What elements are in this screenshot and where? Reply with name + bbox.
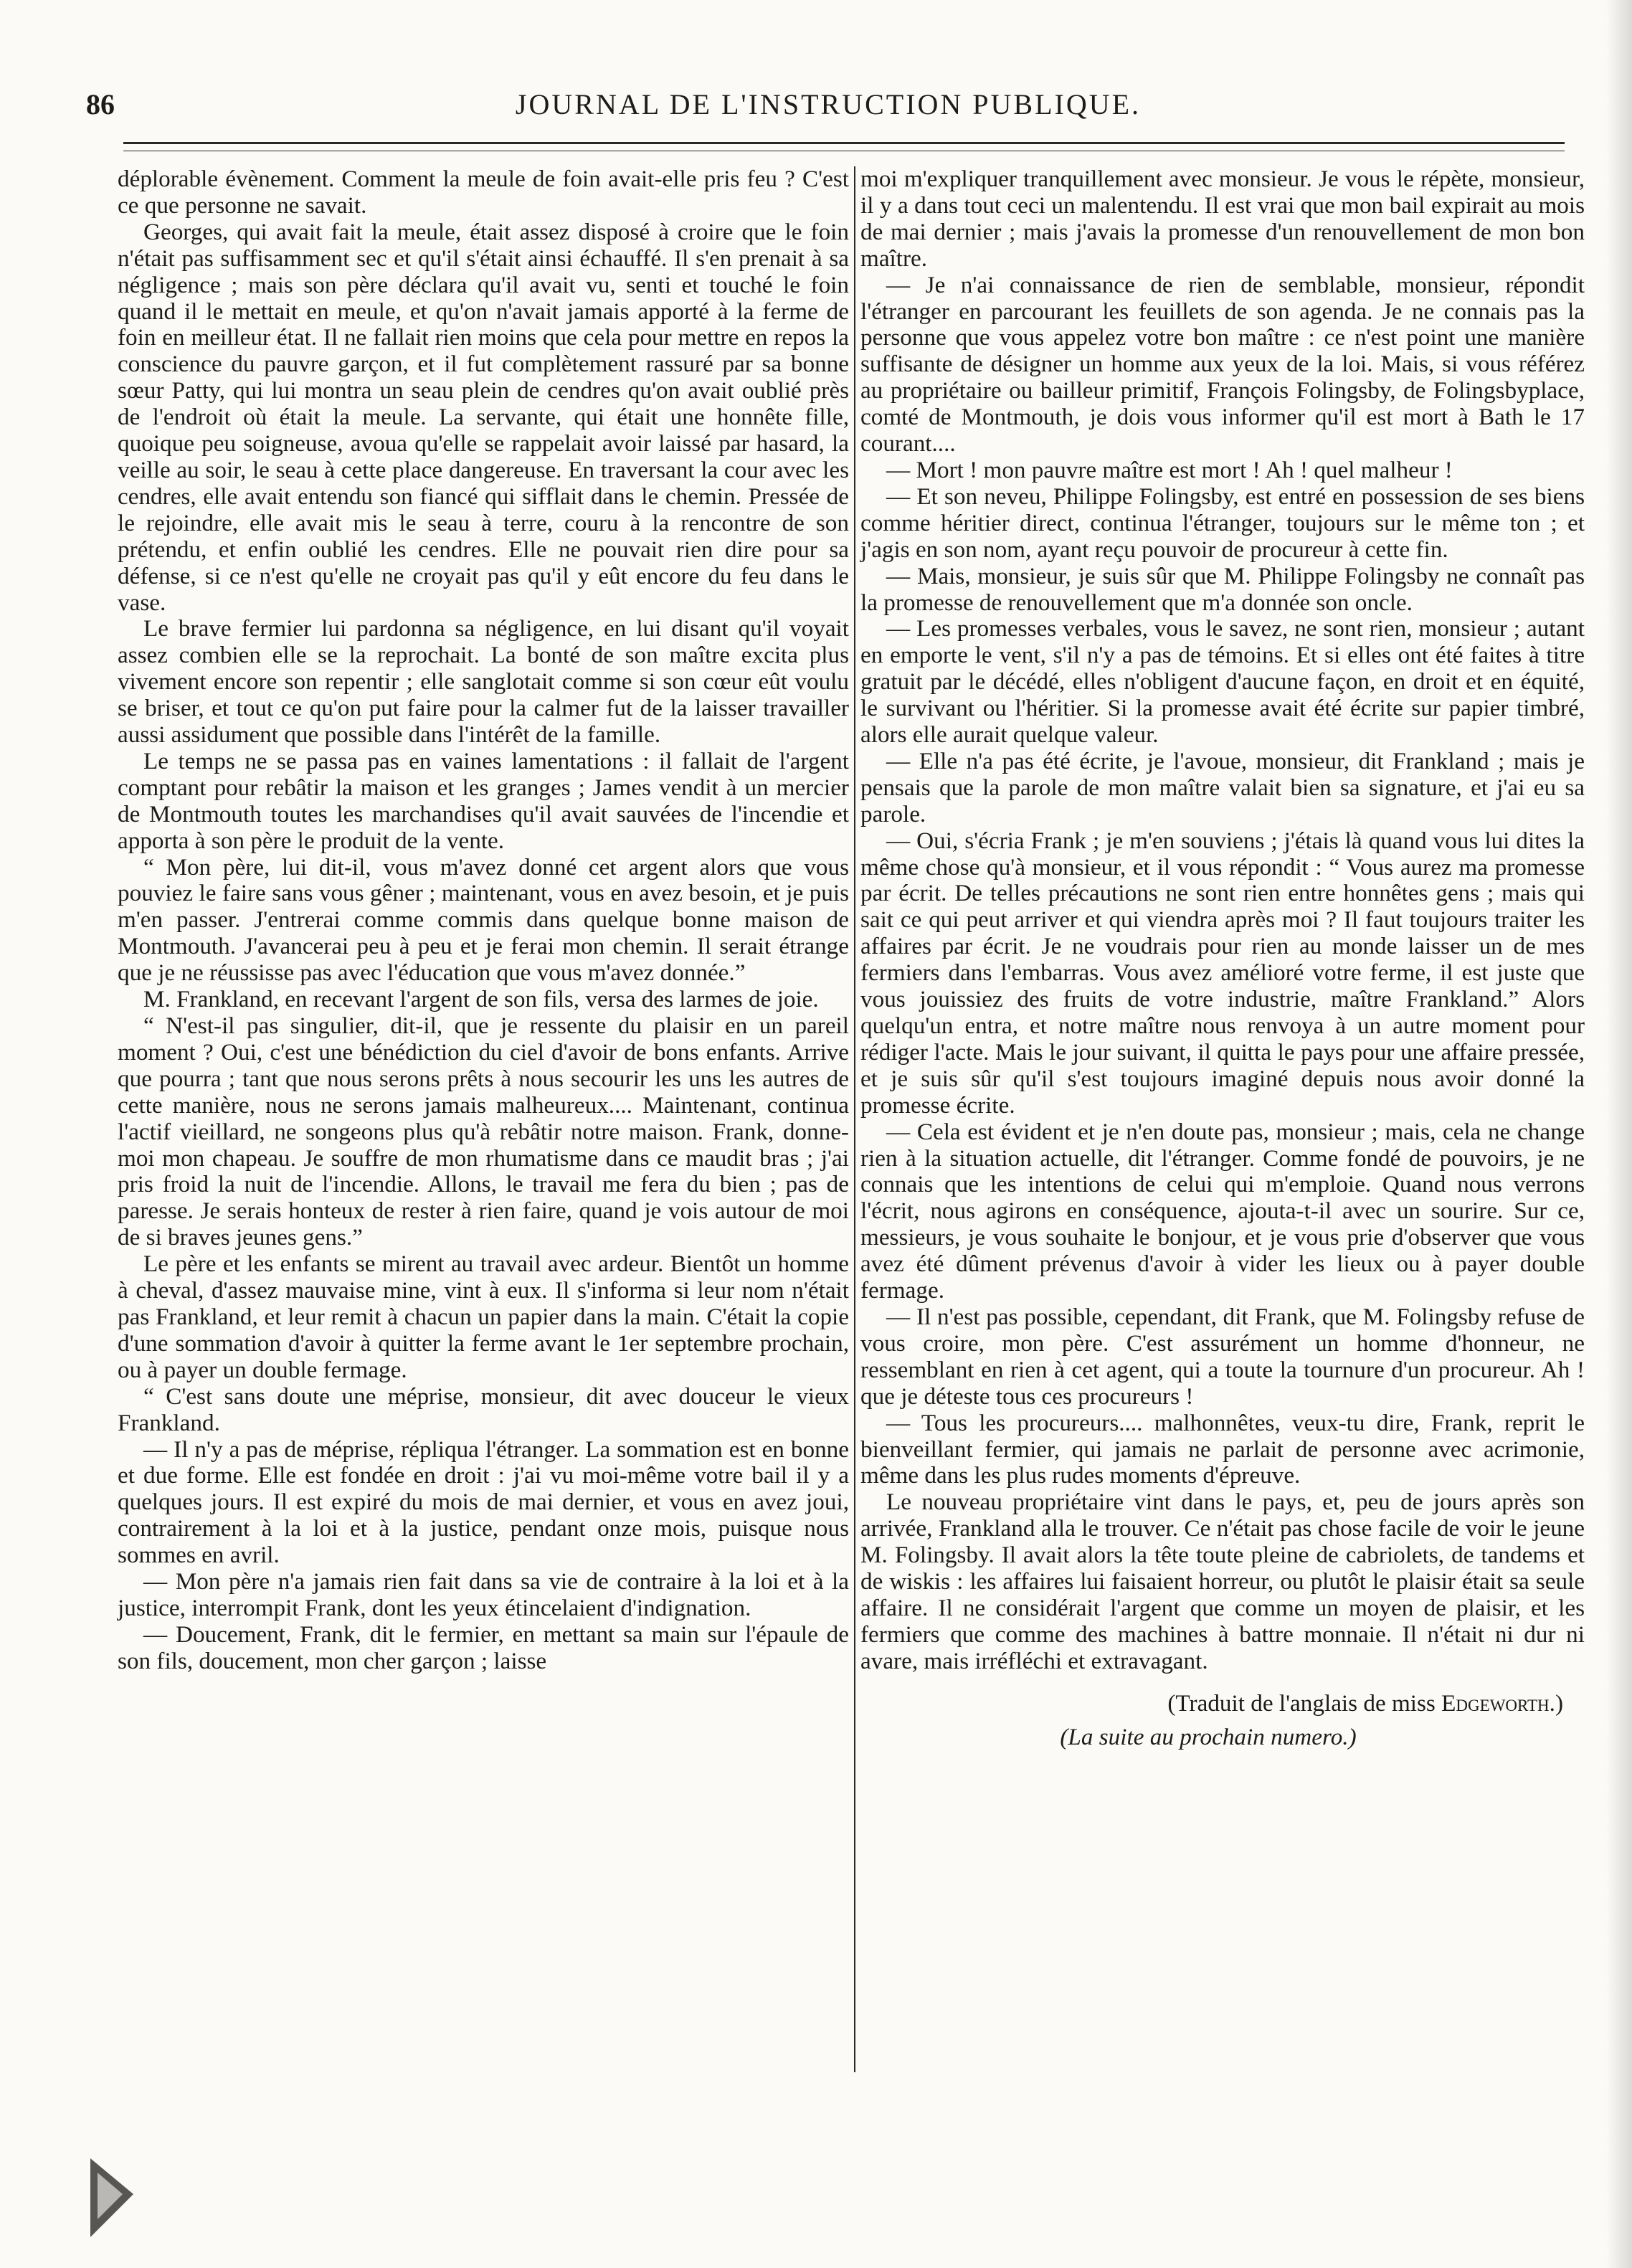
left-column — [118, 166, 849, 1675]
paragraph: Le père et les enfants se mirent au travail avec ardeur. Bientôt un homme à cheval, d'assez mauvaise mine, vint à eux. Il s'informa si leur nom n'était pas Frankland, et leur remit à chacun un papier dans la main. C'était la copie d'une sommation d'avoir à quitter la ferme avant le 1er septembre prochain, ou à payer un double fermage. — [118, 1251, 849, 1383]
paragraph: Georges, qui avait fait la meule, était assez disposé à croire que le foin n'était pas suffisamment sec et qu'il s'était ainsi échauffé. Il s'en prenait à sa négligence ; mais son père déclara qu'il avait vu, senti et touché le foin quand il le mettait en meule, et qu'on n'avait jamais apporté à la ferme de foin en meilleur état. Il ne fallait rien moins que cela pour mettre en repos la conscience du pauvre garçon, et il fut complètement rassuré par sa bonne sœur Patty, qui lui montra un seau plein de cendres qu'on avait oublié près de l'endroit où était la meule. La servante, qui était une honnête fille, quoique peu soigneuse, avoua qu'elle se rappelait avoir laissé par hasard, la veille au soir, le seau à cette place dangereuse. En traversant la cour avec les cendres, elle avait entendu son fiancé qui sifflait dans le chemin. Pressée de le rejoindre, elle avait mis le seau à terre, couru à la rencontre de son prétendu, et enfin oublié les cendres. Elle ne pouvait rien dire pour sa défense, si ce n'est qu'elle ne croyait pas qu'il y eût encore du feu dans le vase. — [118, 218, 849, 616]
paragraph: — Elle n'a pas été écrite, je l'avoue, monsieur, dit Frankland ; mais je pensais que la parole de mon maître valait bien sa signature, et j'ai eu sa parole. — [860, 747, 1585, 827]
right-column — [860, 166, 1585, 1750]
paragraph: M. Frankland, en recevant l'argent de son fils, versa des larmes de joie. — [143, 986, 819, 1013]
paragraph: — Mon père n'a jamais rien fait dans sa vie de contraire à la loi et à la justice, interrompit Frank, dont les yeux étincelaient d'indignation. — [118, 1568, 849, 1621]
paragraph: — Et son neveu, Philippe Folingsby, est entré en possession de ses biens comme héritier direct, continua l'étranger, toujours sur le même ton ; et j'agis en son nom, ayant reçu pouvoir de procureur à cette fin. — [860, 483, 1585, 563]
paragraph: déplorable évènement. Comment la meule de foin avait-elle pris feu ? C'est ce que personne ne savait. — [118, 166, 849, 219]
paragraph: moi m'expliquer tranquillement avec monsieur. Je vous le répète, monsieur, il y a dans tout ceci un malentendu. Il est vrai que mon bail expirait au mois de mai dernier ; mais j'avais la promesse d'un renouvellement de mon bon maître. — [860, 166, 1585, 272]
paragraph: — Les promesses verbales, vous le savez, ne sont rien, monsieur ; autant en emporte le vent, s'il n'y a pas de témoins. Et si elles ont été faites à titre gratuit par le décédé, elles n'obligent d'aucune façon, en droit et en équité, le survivant ou l'héritier. Si la promesse avait été écrite sur papier timbré, alors elle aurait quelque valeur. — [860, 615, 1585, 749]
paragraph: “ N'est-il pas singulier, dit-il, que je ressente du plaisir en un pareil moment ? Oui, c'est une bénédiction du ciel d'avoir de bons enfants. Arrive que pourra ; tant que nous serons prêts à nous secourir les uns les autres de cette manière, nous ne serons jamais malheureux.... Maintenant, continua l'actif vieillard, ne songeons plus qu'à rebâtir notre maison. Frank, donne-moi mon chapeau. Je souffre de mon rhumatisme dans ce maudit bras ; j'ai pris froid la nuit de l'incendie. Allons, le travail me fera du bien ; pas de paresse. Je serais honteux de rester à rien faire, quand je vois autour de moi de si braves jeunes gens.” — [118, 1012, 849, 1251]
page-header — [86, 77, 1570, 128]
page-edge-shadow — [1606, 0, 1632, 2268]
paragraph: Le nouveau propriétaire vint dans le pays, et, peu de jours après son arrivée, Frankland alla le trouver. Ce n'était pas chose facile de voir le jeune M. Folingsby. Il avait alors la tête toute pleine de cabriolets, de tandems et de wiskis : les affaires lui faisaient horreur, ou plutôt le plaisir était sa seule affaire. Il ne considérait l'argent que comme un moyen de plaisir, et les fermiers que comme des machines à battre monnaie. Il n'était ni dur ni avare, mais irréfléchi et extravagant. — [860, 1489, 1585, 1674]
paragraph: — Cela est évident et je n'en doute pas, monsieur ; mais, cela ne change rien à la situation actuelle, dit l'étranger. Comme fondé de pouvoirs, je ne connais que les intentions de celui qui m'emploie. Quand nous verrons l'écrit, nous agirons en conséquence, ajouta-t-il avec un sourire. Sur ce, messieurs, je vous souhaite le bonjour, et je vous prie d'observer que vous avez été dûment prévenus d'avoir à vider les lieux ou à payer double fermage. — [860, 1118, 1585, 1304]
page-corner-ornament-icon — [83, 2151, 141, 2244]
paragraph: — Mort ! mon pauvre maître est mort ! Ah ! quel malheur ! — [886, 456, 1453, 483]
paragraph: — Tous les procureurs.... malhonnêtes, veux-tu dire, Frank, reprit le bienveillant fermier, qui jamais ne parlait de personne avec acrimonie, même dans les plus rudes moments d'épreuve. — [860, 1409, 1585, 1489]
paragraph: Le brave fermier lui pardonna sa négligence, en lui disant qu'il voyait assez combien elle se la reprochait. La bonté de son maître excita plus vivement encore son repentir ; elle sanglotait comme si son cœur eût voulu se briser, et tout ce qu'on put faire pour la calmer fut de la laisser travailler aussi assidument que possible dans l'intérêt de la famille. — [118, 615, 849, 749]
paragraph: Le temps ne se passa pas en vaines lamentations : il fallait de l'argent comptant pour rebâtir la maison et les granges ; James vendit à un mercier de Montmouth toutes les marchandises qu'il avait sauvées de l'incendie et apporta à son père le produit de la vente. — [118, 747, 849, 854]
credit-author: Edgeworth — [1441, 1689, 1550, 1717]
header-rule — [123, 142, 1565, 144]
column-divider — [854, 166, 855, 2072]
paragraph: — Il n'est pas possible, cependant, dit Frank, que M. Folingsby refuse de vous croire, mon père. C'est assurément un homme d'honneur, ne ressemblant en rien à cet agent, qui a toute la tournure d'un procureur. Ah ! que je déteste tous ces procureurs ! — [860, 1303, 1585, 1410]
page-number: 86 — [86, 88, 115, 120]
paragraph: — Il n'y a pas de méprise, répliqua l'étranger. La sommation est en bonne et due forme. Elle est fondée en droit : j'ai vu moi-même votre bail il y a quelques jours. Il est expiré du mois de mai dernier, et vous en avez joui, contrairement à la loi et à la justice, pendant onze mois, puisque nous sommes en avril. — [118, 1436, 849, 1569]
paragraph: — Doucement, Frank, dit le fermier, en mettant sa main sur l'épaule de son fils, doucement, mon cher garçon ; laisse — [118, 1621, 849, 1674]
paragraph: “ C'est sans doute une méprise, monsieur, dit avec douceur le vieux Frankland. — [118, 1382, 849, 1436]
credit-prefix: (Traduit de l'anglais de miss — [1167, 1689, 1442, 1717]
paragraph: “ Mon père, lui dit-il, vous m'avez donné cet argent alors que vous pouviez le faire sans vous gêner ; maintenant, vous en avez besoin, et je puis m'en passer. J'entrerai comme commis dans quelque bonne maison de Montmouth. J'avancerai peu à peu et je ferai mon chemin. Il serait étrange que je ne réussisse pas avec l'éducation que vous m'avez donnée.” — [118, 853, 849, 987]
paragraph: — Mais, monsieur, je suis sûr que M. Philippe Folingsby ne connaît pas la promesse de renouvellement que m'a donnée son oncle. — [860, 562, 1585, 616]
credit-suffix: .) — [1549, 1689, 1563, 1717]
paragraph: — Oui, s'écria Frank ; je m'en souviens ; j'étais là quand vous lui dites la même chose qu'à monsieur, et il vous répondit : “ Vous aurez ma promesse par écrit. De telles précautions ne sont rien entre honnêtes gens ; mais qui sait ce qui peut arriver et qui viendra après moi ? Il faut toujours traiter les affaires par écrit. Je ne voudrais pour rien au monde laisser un de mes fermiers dans l'embarras. Vous avez amélioré votre ferme, il est juste que vous jouissiez des fruits de votre industrie, maître Frankland.” Alors quelqu'un entra, et notre maître nous renvoya à un autre moment pour rédiger l'acte. Mais le jour suivant, il quitta le pays pour une affaire pressée, et je suis sûr qu'il s'est toujours imaginé depuis nous avoir donné la promesse écrite. — [860, 827, 1585, 1119]
running-title: JOURNAL DE L'INSTRUCTION PUBLIQUE. — [515, 88, 1142, 120]
continued-notice: (La suite au prochain numero.) — [1060, 1723, 1357, 1750]
paragraph: — Je n'ai connaissance de rien de semblable, monsieur, répondit l'étranger en parcourant les feuillets de son agenda. Je ne connais pas la personne que vous appelez votre bon maître : ce n'est point une manière suffisante de désigner un homme aux yeux de la loi. Mais, si vous référez au propriétaire ou bailleur primitif, François Folingsby, de Folingsbyplace, comté de Montmouth, je dois vous informer qu'il est mort à Bath le 17 courant.... — [860, 271, 1585, 457]
translation-credit — [860, 1691, 1585, 1717]
